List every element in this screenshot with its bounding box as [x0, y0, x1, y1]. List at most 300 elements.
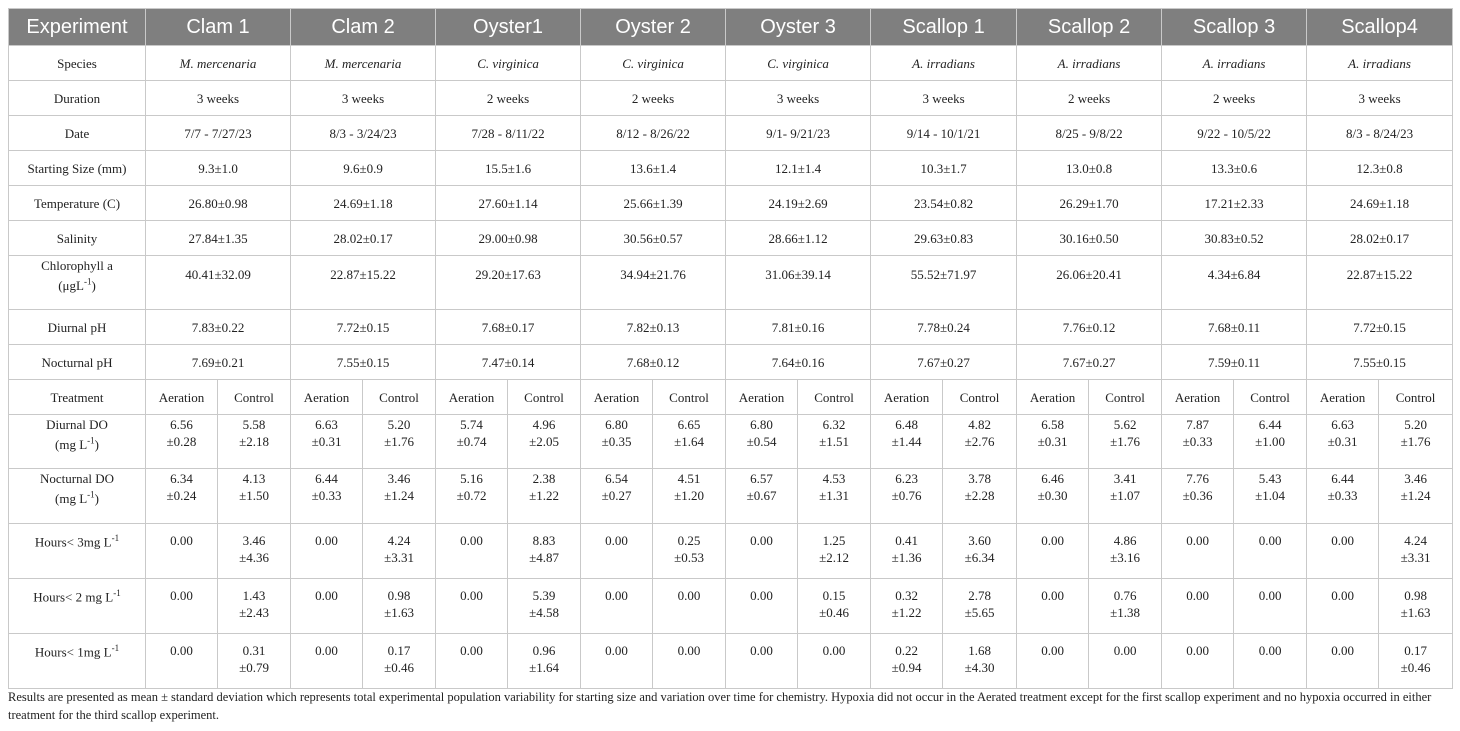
cell-sd: ±0.31 — [311, 434, 342, 449]
table-cell — [436, 345, 581, 380]
table-cell — [146, 46, 291, 81]
unit-close: ) — [94, 491, 99, 507]
table-cell — [1017, 415, 1089, 469]
table-cell — [943, 524, 1017, 579]
cell-value: 2 weeks — [631, 90, 675, 106]
table-row — [9, 634, 1453, 689]
table-cell — [1089, 469, 1162, 524]
cell-sd: ±1.44 — [891, 434, 922, 449]
table-cell — [581, 186, 726, 221]
treatment-aeration: Aeration — [581, 380, 653, 415]
table-cell — [1307, 415, 1379, 469]
table-cell — [871, 46, 1017, 81]
table-cell — [1089, 579, 1162, 634]
table-cell — [291, 116, 436, 151]
cell-value: 7.68±0.12 — [626, 354, 680, 370]
row-label: Species — [9, 46, 146, 81]
cell-sd: ±0.74 — [456, 434, 487, 449]
cell-mean: 6.48 — [895, 417, 918, 432]
cell-mean: 5.20 — [1404, 417, 1427, 432]
table-cell — [1307, 186, 1453, 221]
table-row — [9, 310, 1453, 345]
cell-mean: 0.00 — [315, 643, 338, 658]
cell-sd: ±1.64 — [529, 660, 559, 675]
cell-value: A. irradians — [912, 55, 975, 71]
cell-value: 23.54±0.82 — [913, 195, 974, 211]
header-scallop4: Scallop4 — [1307, 9, 1453, 46]
table-cell — [146, 81, 291, 116]
cell-value: 13.6±1.4 — [629, 160, 677, 176]
table-cell — [363, 524, 436, 579]
table-cell — [1017, 469, 1089, 524]
row-label: Nocturnal pH — [9, 345, 146, 380]
table-cell — [1379, 524, 1453, 579]
table-cell — [291, 221, 436, 256]
table-cell — [1307, 310, 1453, 345]
table-cell — [218, 524, 291, 579]
cell-value: 30.56±0.57 — [623, 230, 683, 246]
row-label: Date — [9, 116, 146, 151]
cell-mean: 0.00 — [677, 643, 701, 658]
table-cell — [1307, 221, 1453, 256]
cell-sd: ±1.22 — [891, 605, 922, 620]
cell-mean: 0.00 — [1113, 643, 1137, 658]
table-cell — [1162, 46, 1307, 81]
cell-mean: 0.00 — [315, 588, 338, 603]
cell-value: 22.87±15.22 — [1346, 267, 1413, 282]
cell-sd: ±0.24 — [166, 488, 197, 503]
cell-mean: 0.00 — [170, 533, 193, 548]
cell-mean: 0.31 — [242, 643, 266, 658]
cell-mean: 0.00 — [605, 588, 628, 603]
row-label — [9, 256, 146, 310]
cell-sd: ±3.16 — [1110, 550, 1140, 565]
row-label-text: Hours< 1mg L — [34, 644, 112, 660]
cell-mean: 0.22 — [895, 643, 918, 658]
treatment-control: Control — [1089, 380, 1162, 415]
cell-sd: ±1.36 — [891, 550, 922, 565]
table-cell — [436, 415, 508, 469]
cell-mean: 6.63 — [315, 417, 338, 432]
cell-value: 7.82±0.13 — [626, 319, 680, 335]
cell-mean: 0.17 — [387, 643, 411, 658]
table-cell — [581, 151, 726, 186]
cell-mean: 6.57 — [750, 471, 773, 486]
table-cell — [1162, 469, 1234, 524]
cell-value: 7.55±0.15 — [1353, 354, 1406, 370]
table-cell — [1234, 634, 1307, 689]
cell-mean: 0.96 — [532, 643, 556, 658]
cell-sd: ±1.63 — [384, 605, 414, 620]
cell-mean: 0.00 — [1186, 533, 1209, 548]
header-clam-2: Clam 2 — [291, 9, 436, 46]
table-cell — [291, 186, 436, 221]
header-oyster-2: Oyster 2 — [581, 9, 726, 46]
cell-mean: 2.38 — [532, 471, 556, 486]
table-cell — [1307, 81, 1453, 116]
table-cell — [943, 469, 1017, 524]
table-cell — [1162, 310, 1307, 345]
cell-sd: ±1.24 — [384, 488, 414, 503]
table-cell — [218, 469, 291, 524]
table-cell — [1307, 256, 1453, 310]
table-cell — [871, 116, 1017, 151]
table-cell — [871, 415, 943, 469]
table-cell — [1162, 415, 1234, 469]
row-label: Starting Size (mm) — [9, 151, 146, 186]
cell-value: 7.68±0.17 — [481, 319, 535, 335]
table-cell — [1162, 151, 1307, 186]
table-row — [9, 186, 1453, 221]
cell-mean: 2.78 — [968, 588, 991, 603]
cell-mean: 6.32 — [822, 417, 846, 432]
cell-value: 3 weeks — [776, 90, 820, 106]
unit-text: (μgL — [58, 278, 84, 294]
table-cell — [291, 469, 363, 524]
cell-value: 29.20±17.63 — [475, 267, 541, 282]
table-row — [9, 345, 1453, 380]
table-cell — [436, 469, 508, 524]
table-cell — [291, 256, 436, 310]
cell-mean: 1.68 — [968, 643, 991, 658]
cell-mean: 0.76 — [1113, 588, 1137, 603]
table-cell — [581, 116, 726, 151]
table-cell — [1162, 345, 1307, 380]
treatment-aeration: Aeration — [871, 380, 943, 415]
cell-sd: ±0.79 — [239, 660, 269, 675]
cell-sd: ±0.33 — [1327, 488, 1358, 503]
cell-sd: ±0.46 — [384, 660, 414, 675]
cell-sd: ±0.36 — [1182, 488, 1213, 503]
cell-sd: ±1.38 — [1110, 605, 1140, 620]
table-cell — [146, 186, 291, 221]
header-row — [9, 9, 1453, 46]
row-label: Treatment — [9, 380, 146, 415]
cell-mean: 6.34 — [170, 471, 193, 486]
unit-exponent: -1 — [87, 436, 95, 446]
row-label-line: Nocturnal DO — [39, 471, 114, 486]
table-cell — [146, 579, 218, 634]
cell-mean: 6.65 — [677, 417, 701, 432]
cell-sd: ±0.33 — [311, 488, 342, 503]
cell-mean: 0.00 — [1041, 643, 1064, 658]
table-cell — [291, 151, 436, 186]
cell-value: 9.6±0.9 — [343, 160, 383, 176]
cell-mean: 0.00 — [677, 588, 701, 603]
cell-sd: ±0.72 — [456, 488, 487, 503]
cell-mean: 7.76 — [1186, 471, 1209, 486]
cell-mean: 5.39 — [532, 588, 556, 603]
table-cell — [726, 579, 798, 634]
table-cell — [1162, 579, 1234, 634]
table-cell — [871, 579, 943, 634]
cell-value: 3 weeks — [341, 90, 385, 106]
cell-mean: 0.00 — [605, 643, 628, 658]
table-cell — [291, 345, 436, 380]
cell-value: 30.83±0.52 — [1204, 230, 1264, 246]
table-cell — [1307, 151, 1453, 186]
table-cell — [798, 469, 871, 524]
table-cell — [1307, 46, 1453, 81]
cell-mean: 0.98 — [387, 588, 411, 603]
table-cell — [1017, 256, 1162, 310]
cell-value: 3 weeks — [196, 90, 240, 106]
table-cell — [291, 415, 363, 469]
table-row — [9, 256, 1453, 310]
cell-sd: ±2.76 — [964, 434, 995, 449]
row-label-unit — [55, 491, 99, 506]
cell-value: 29.00±0.98 — [478, 230, 538, 246]
table-cell — [653, 524, 726, 579]
table-cell — [943, 415, 1017, 469]
table-cell — [291, 634, 363, 689]
table-cell — [1307, 469, 1379, 524]
cell-value: 28.66±1.12 — [768, 230, 828, 246]
row-label — [9, 634, 146, 689]
table-cell — [436, 634, 508, 689]
cell-mean: 3.60 — [968, 533, 991, 548]
cell-value: 29.63±0.83 — [913, 230, 974, 246]
table-cell — [291, 579, 363, 634]
header-clam-1: Clam 1 — [146, 9, 291, 46]
cell-sd: ±1.76 — [1400, 434, 1431, 449]
table-cell — [146, 469, 218, 524]
table-cell — [581, 221, 726, 256]
table-cell — [871, 345, 1017, 380]
unit-exponent: -1 — [111, 533, 120, 543]
unit-close: ) — [91, 278, 96, 294]
row-label: Duration — [9, 81, 146, 116]
table-cell — [581, 524, 653, 579]
table-cell — [1379, 469, 1453, 524]
table-cell — [1089, 415, 1162, 469]
cell-mean: 0.00 — [1258, 533, 1282, 548]
header-oyster-3: Oyster 3 — [726, 9, 871, 46]
cell-mean: 6.54 — [605, 471, 628, 486]
cell-mean: 4.96 — [532, 417, 556, 432]
cell-sd: ±0.67 — [746, 488, 777, 503]
cell-value: 7.81±0.16 — [771, 319, 825, 335]
cell-mean: 3.46 — [1404, 471, 1427, 486]
cell-value: 3 weeks — [1358, 90, 1401, 106]
cell-value: 7.55±0.15 — [336, 354, 390, 370]
table-row — [9, 151, 1453, 186]
cell-sd: ±0.33 — [1182, 434, 1213, 449]
header-scallop-3: Scallop 3 — [1162, 9, 1307, 46]
treatment-aeration: Aeration — [1162, 380, 1234, 415]
table-cell — [1162, 634, 1234, 689]
cell-value: M. mercenaria — [324, 55, 402, 71]
cell-value: 4.34±6.84 — [1207, 267, 1261, 282]
cell-mean: 0.00 — [605, 533, 628, 548]
cell-mean: 0.98 — [1404, 588, 1427, 603]
cell-sd: ±0.31 — [1327, 434, 1358, 449]
cell-sd: ±3.31 — [384, 550, 414, 565]
table-cell — [436, 579, 508, 634]
table-cell — [1379, 415, 1453, 469]
cell-value: 13.0±0.8 — [1065, 160, 1113, 176]
cell-value: M. mercenaria — [179, 55, 257, 71]
cell-mean: 6.44 — [1258, 417, 1282, 432]
cell-sd: ±0.54 — [746, 434, 777, 449]
cell-mean: 0.00 — [1331, 588, 1354, 603]
table-cell — [871, 310, 1017, 345]
row-label-unit — [55, 437, 99, 452]
cell-sd: ±1.76 — [384, 434, 414, 449]
table-cell — [871, 81, 1017, 116]
treatment-control: Control — [798, 380, 871, 415]
table-cell — [726, 634, 798, 689]
unit-exponent: -1 — [87, 490, 95, 500]
table-cell — [1234, 524, 1307, 579]
table-cell — [291, 310, 436, 345]
cell-value: 7.68±0.11 — [1207, 319, 1261, 335]
cell-value: 7.67±0.27 — [917, 354, 970, 370]
cell-mean: 0.32 — [895, 588, 918, 603]
cell-value: 7.47±0.14 — [481, 354, 535, 370]
table-row — [9, 221, 1453, 256]
table-cell — [218, 415, 291, 469]
table-cell — [508, 579, 581, 634]
cell-sd: ±1.76 — [1110, 434, 1140, 449]
table-cell — [1017, 151, 1162, 186]
cell-sd: ±4.58 — [529, 605, 559, 620]
cell-mean: 6.46 — [1041, 471, 1064, 486]
cell-mean: 4.82 — [968, 417, 991, 432]
cell-value: 15.5±1.6 — [484, 160, 532, 176]
cell-sd: ±0.30 — [1037, 488, 1068, 503]
table-footnote: Results are presented as mean ± standard deviation which represents total experimental population variability for starting size and variation over time for chemistry. Hypoxia did not occur in the Aerated treatment except for the first scallop experiment and no hypoxia occurred in either treatment for the third scallop experiment. — [8, 690, 1432, 722]
table-cell — [581, 469, 653, 524]
treatment-control: Control — [943, 380, 1017, 415]
treatment-control: Control — [653, 380, 726, 415]
table-cell — [436, 524, 508, 579]
cell-mean: 1.25 — [822, 533, 846, 548]
treatment-aeration: Aeration — [1307, 380, 1379, 415]
cell-value: 10.3±1.7 — [920, 160, 967, 176]
treatment-control: Control — [1379, 380, 1453, 415]
treatment-aeration: Aeration — [436, 380, 508, 415]
treatment-control: Control — [363, 380, 436, 415]
table-cell — [581, 415, 653, 469]
table-cell — [508, 469, 581, 524]
cell-mean: 5.20 — [387, 417, 411, 432]
cell-value: 26.06±20.41 — [1056, 267, 1122, 282]
cell-value: 9/14 - 10/1/21 — [906, 125, 981, 141]
table-cell — [581, 81, 726, 116]
table-cell — [871, 634, 943, 689]
cell-value: 7.76±0.12 — [1062, 319, 1116, 335]
cell-sd: ±5.65 — [964, 605, 995, 620]
table-cell — [1017, 579, 1089, 634]
row-label — [9, 579, 146, 634]
unit-exponent: -1 — [111, 643, 120, 653]
cell-value: 31.06±39.14 — [765, 267, 831, 282]
table-cell — [1307, 524, 1379, 579]
cell-sd: ±1.07 — [1110, 488, 1140, 503]
cell-value: 7.83±0.22 — [191, 319, 245, 335]
cell-mean: 5.62 — [1113, 417, 1137, 432]
cell-mean: 0.00 — [750, 533, 773, 548]
table-cell — [871, 256, 1017, 310]
header-scallop-2: Scallop 2 — [1017, 9, 1162, 46]
cell-value: 27.60±1.14 — [478, 195, 538, 211]
cell-mean: 0.00 — [822, 643, 846, 658]
cell-mean: 0.00 — [315, 533, 338, 548]
table-cell — [436, 186, 581, 221]
cell-value: 7.67±0.27 — [1062, 354, 1116, 370]
table-row — [9, 469, 1453, 524]
cell-mean: 1.43 — [242, 588, 266, 603]
table-cell — [363, 469, 436, 524]
cell-sd: ±1.50 — [239, 488, 269, 503]
cell-sd: ±2.18 — [239, 434, 269, 449]
cell-value: 40.41±32.09 — [185, 267, 251, 282]
cell-value: 13.3±0.6 — [1210, 160, 1258, 176]
cell-sd: ±2.05 — [529, 434, 559, 449]
cell-sd: ±2.28 — [964, 488, 995, 503]
cell-value: 8/3 - 8/24/23 — [1345, 125, 1414, 141]
table-cell — [1017, 116, 1162, 151]
cell-mean: 0.00 — [1258, 643, 1282, 658]
table-cell — [1162, 256, 1307, 310]
cell-mean: 4.24 — [1404, 533, 1427, 548]
table-row — [9, 81, 1453, 116]
table-cell — [146, 345, 291, 380]
cell-value: 27.84±1.35 — [188, 230, 248, 246]
cell-mean: 0.00 — [750, 588, 773, 603]
table-row — [9, 116, 1453, 151]
row-label: Diurnal pH — [9, 310, 146, 345]
cell-value: 7.72±0.15 — [1353, 319, 1406, 335]
table-cell — [1017, 221, 1162, 256]
table-cell — [871, 221, 1017, 256]
cell-mean: 3.78 — [968, 471, 991, 486]
cell-mean: 6.23 — [895, 471, 918, 486]
cell-value: C. virginica — [622, 55, 684, 71]
table-cell — [1162, 524, 1234, 579]
cell-sd: ±1.64 — [674, 434, 704, 449]
table-cell — [291, 81, 436, 116]
cell-value: 9/22 - 10/5/22 — [1197, 125, 1271, 141]
table-cell — [726, 46, 871, 81]
cell-sd: ±0.28 — [166, 434, 197, 449]
table-cell — [146, 524, 218, 579]
cell-mean: 4.51 — [677, 471, 701, 486]
table-cell — [726, 151, 871, 186]
table-cell — [1017, 634, 1089, 689]
table-cell — [291, 524, 363, 579]
table-cell — [871, 186, 1017, 221]
table-cell — [871, 151, 1017, 186]
cell-mean: 0.15 — [822, 588, 846, 603]
row-label: Temperature (C) — [9, 186, 146, 221]
table-cell — [1307, 579, 1379, 634]
cell-sd: ±1.00 — [1255, 434, 1285, 449]
cell-mean: 0.00 — [750, 643, 773, 658]
treatment-aeration: Aeration — [726, 380, 798, 415]
cell-value: 26.29±1.70 — [1059, 195, 1119, 211]
table-cell — [436, 46, 581, 81]
cell-mean: 0.00 — [1186, 643, 1209, 658]
cell-sd: ±0.46 — [1400, 660, 1431, 675]
header-experiment: Experiment — [9, 9, 146, 46]
cell-value: 28.02±0.17 — [333, 230, 393, 246]
cell-mean: 4.13 — [242, 471, 266, 486]
table-row — [9, 579, 1453, 634]
row-label — [9, 524, 146, 579]
cell-mean: 5.43 — [1258, 471, 1282, 486]
